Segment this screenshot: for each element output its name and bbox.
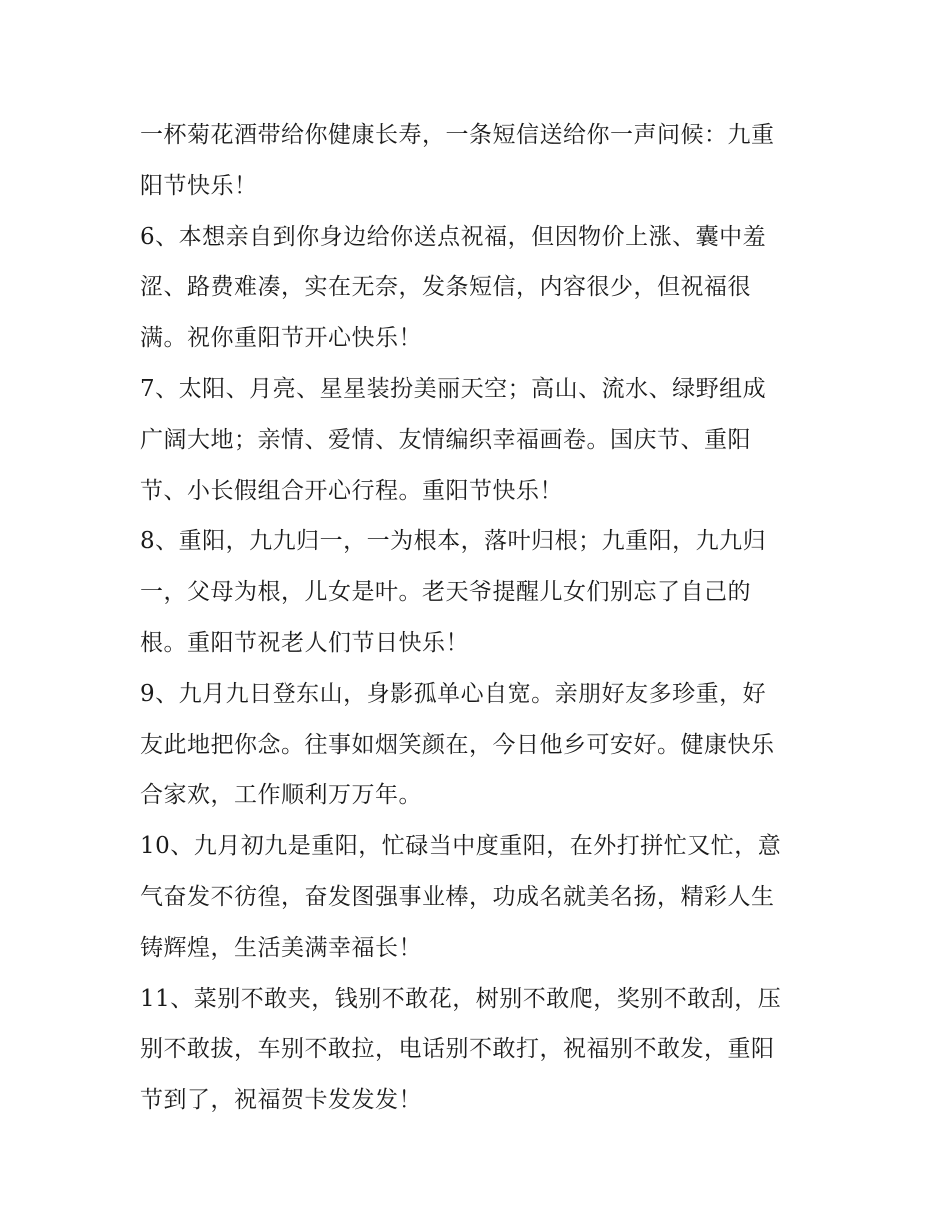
text-line: 铸辉煌，生活美满幸福长！: [140, 934, 422, 961]
text-line: 7、太阳、月亮、星星装扮美丽天空；高山、流水、绿野组成: [140, 375, 767, 402]
text-line: 9、九月九日登东山，身影孤单心自宽。亲朋好友多珍重，好: [140, 680, 767, 707]
text-line: 节、小长假组合开心行程。重阳节快乐！: [140, 477, 563, 504]
text-line: 10、九月初九是重阳，忙碌当中度重阳，在外打拼忙又忙，意: [140, 833, 782, 860]
text-line: 满。祝你重阳节开心快乐！: [140, 325, 422, 352]
text-line: 一，父母为根，儿女是叶。老天爷提醒儿女们别忘了自己的: [140, 579, 751, 606]
text-line: 阳节快乐！: [140, 172, 258, 199]
text-line: 节到了，祝福贺卡发发发！: [140, 1087, 422, 1114]
text-line: 一杯菊花酒带给你健康长寿，一条短信送给你一声问候：九重: [140, 122, 775, 148]
text-line: 别不敢拔，车别不敢拉，电话别不敢打，祝福别不敢发，重阳: [140, 1036, 775, 1063]
text-line: 6、本想亲自到你身边给你送点祝福，但因物价上涨、囊中羞: [140, 223, 767, 250]
text-line: 11、菜别不敢夹，钱别不敢花，树别不敢爬，奖别不敢刮，压: [140, 985, 782, 1012]
document-body: [140, 110, 812, 1126]
text-line: 根。重阳节祝老人们节日快乐！: [140, 629, 469, 656]
text-line: 涩、路费难凑，实在无奈，发条短信，内容很少，但祝福很: [140, 274, 751, 301]
text-line: 气奋发不彷徨，奋发图强事业棒，功成名就美名扬，精彩人生: [140, 883, 775, 910]
text-line: 8、重阳，九九归一，一为根本，落叶归根；九重阳，九九归: [140, 528, 767, 555]
text-line: 广阔大地；亲情、爱情、友情编织幸福画卷。国庆节、重阳: [140, 426, 751, 453]
text-line: 合家欢，工作顺利万万年。: [140, 782, 422, 809]
text-line: 友此地把你念。往事如烟笑颜在，今日他乡可安好。健康快乐: [140, 731, 775, 758]
